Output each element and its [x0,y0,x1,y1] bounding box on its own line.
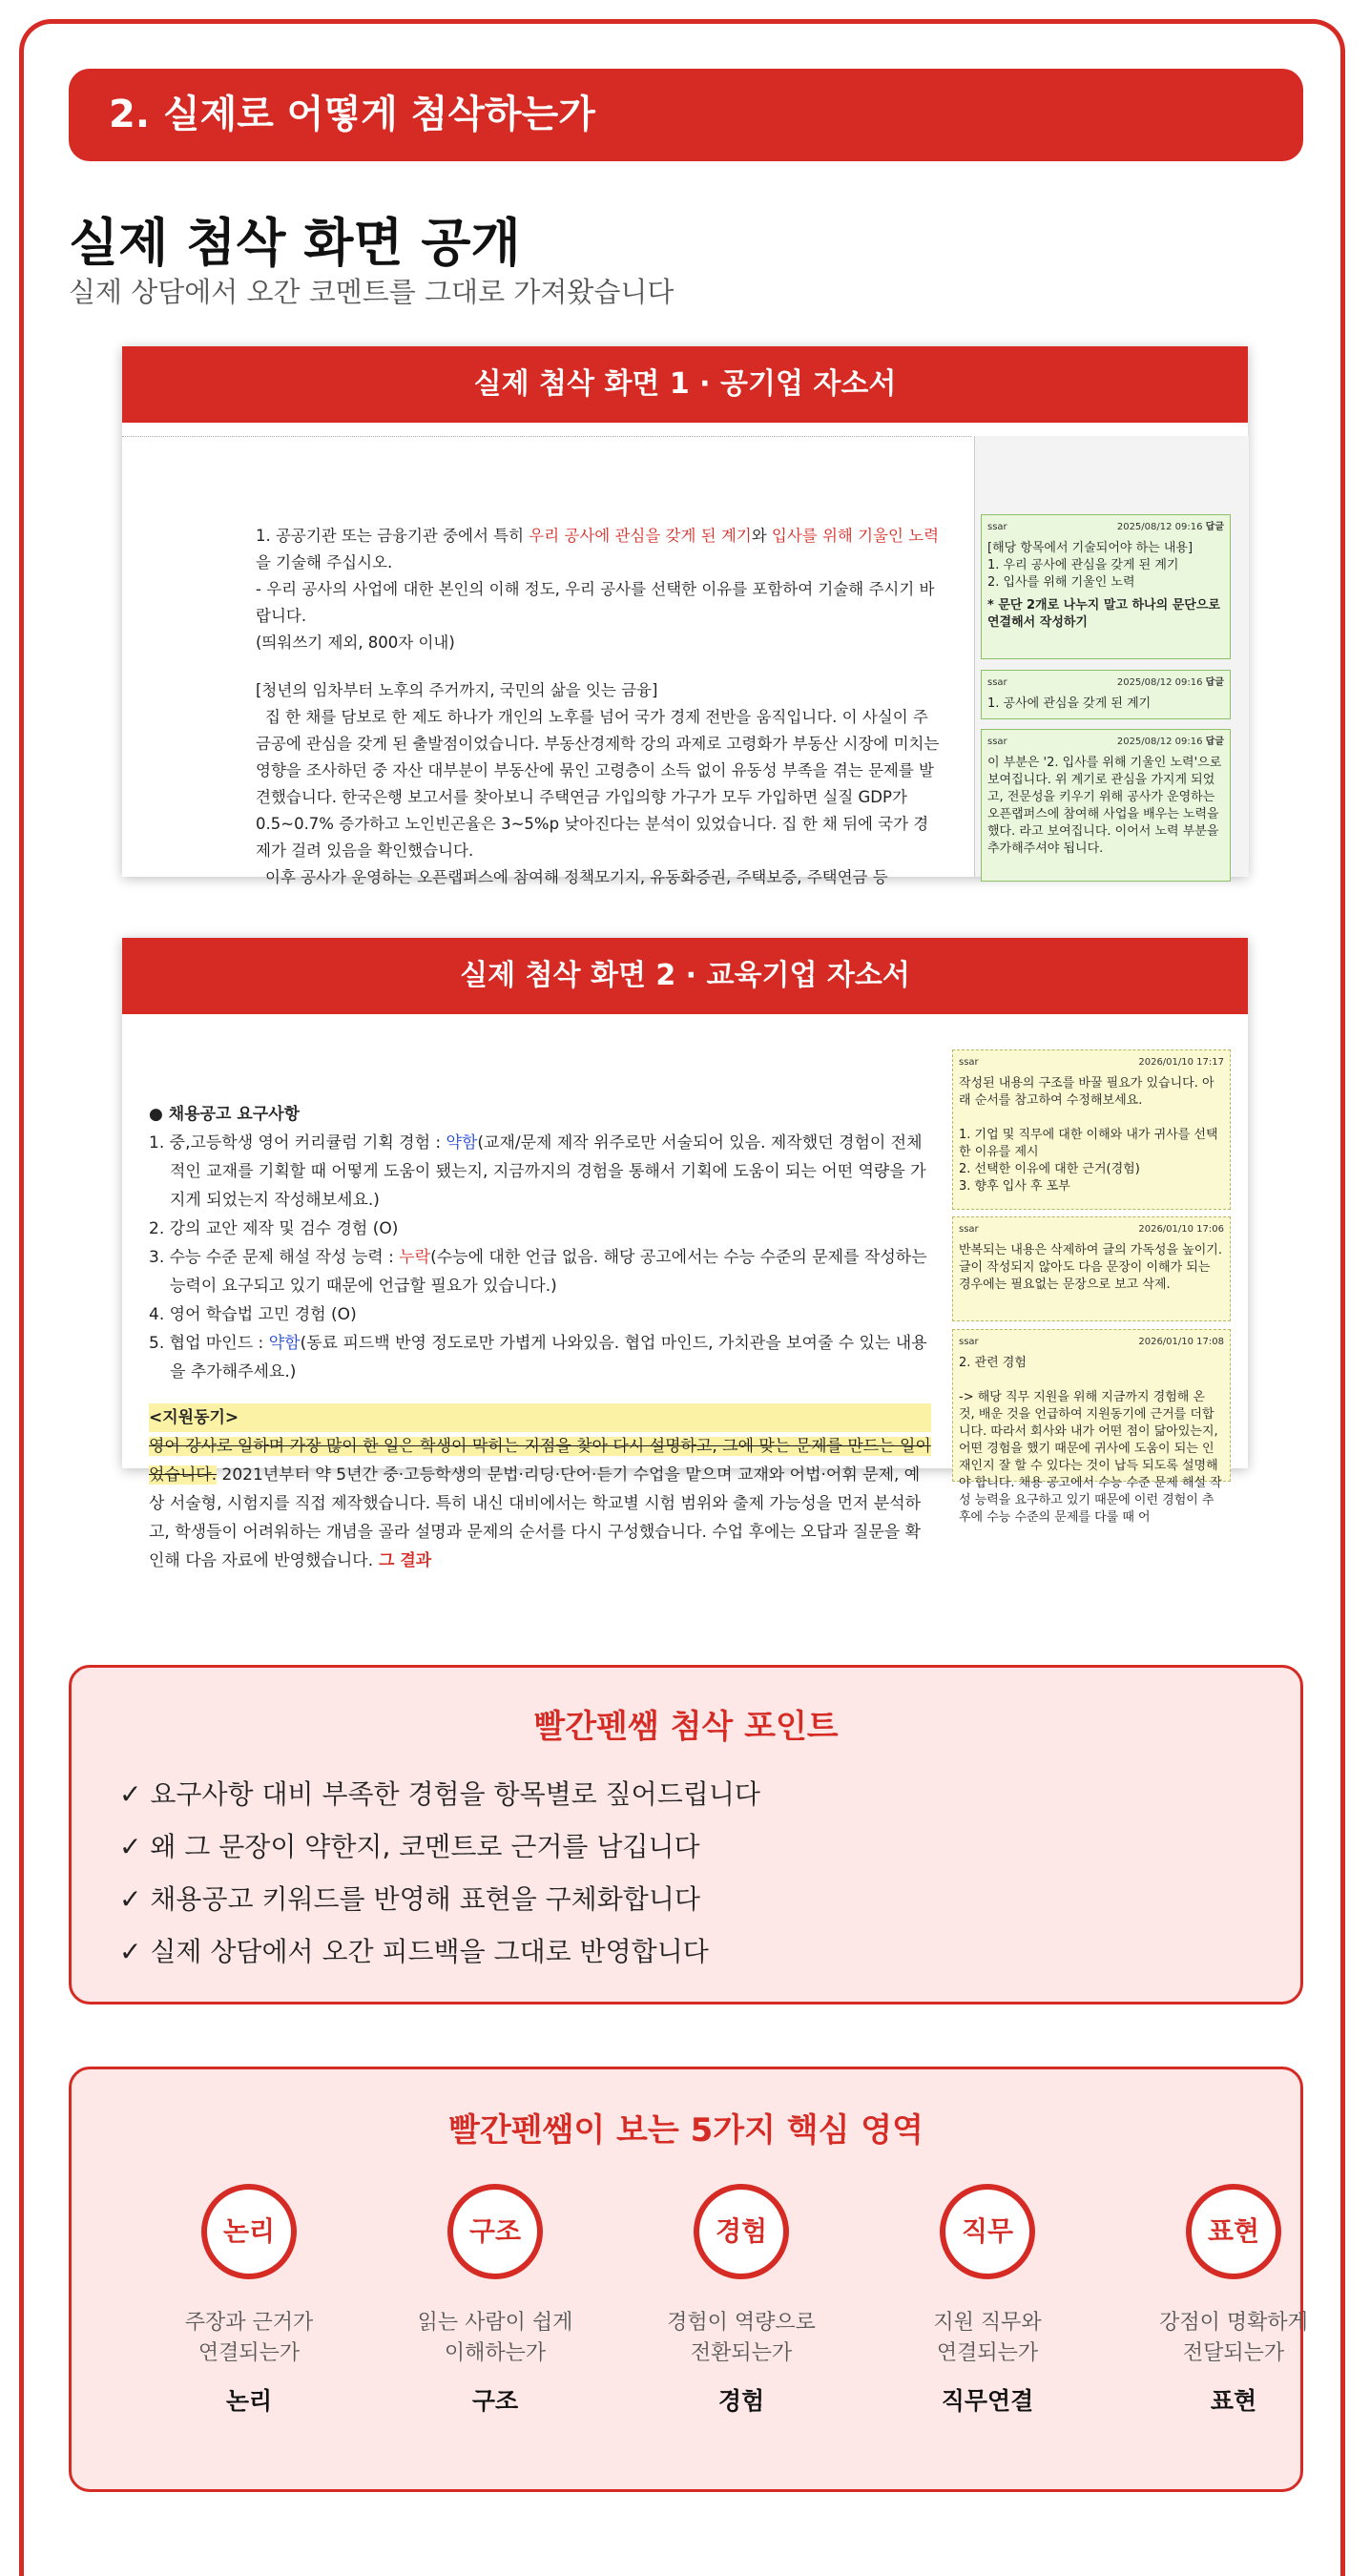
item-text: 강의 교안 제작 및 검수 경험 (O) [169,1219,399,1238]
core-areas-panel [69,2067,1308,2492]
bullet-icon: ● [149,1105,169,1124]
question-text: 을 기술해 주십시오. [256,553,393,571]
paragraph-cut: 이후 공사가 운영하는 오픈랩퍼스에 참여해 정책모기지, 유동화증권, 주택보증, 주택연금 등 [265,868,888,886]
motive-emphasis: 그 결과 [373,1551,432,1570]
question-text: 와 [751,527,772,545]
document-body-2 [149,1100,931,1575]
area-name: 구조 [471,2387,519,2415]
requirement-item [149,1129,931,1215]
requirements-heading [149,1100,931,1129]
comment-text: 작성된 내용의 구조를 바꿀 필요가 있습니다. 아래 순서를 참고하여 수정해보세요. 1. 기업 및 직무에 대한 이해와 내가 귀사를 선택한 이유를 제시 2. 선택한 이유에 대한 근거(경험) 3. 향후 입사 후 포부 [959,1076,1218,1194]
item-status-tag: 약함 [268,1334,301,1353]
requirement-item [149,1243,931,1300]
area-circle: 직무 [940,2184,1035,2279]
page-subtitle: 실제 상담에서 오간 코멘트를 그대로 가져왔습니다 [69,276,675,308]
review-screenshot-1 [122,346,1248,886]
question-text: 1. 공공기관 또는 금융기관 중에서 특히 [256,527,529,545]
area-description: 읽는 사람이 쉽게 이해하는가 [417,2311,573,2365]
comment-box [981,729,1231,882]
document-ruler [122,423,971,437]
points-list [119,1768,760,1978]
area-name: 논리 [225,2387,273,2415]
motive-title: <지원동기> [149,1403,931,1432]
review-points-panel [69,1665,1303,2005]
comment-text: 반복되는 내용은 삭제하여 글의 가독성을 높이기. 글이 작성되지 않아도 다음 문장이 이해가 되는 경우에는 필요없는 문장으로 보고 삭제. [959,1243,1222,1292]
item-status-tag: 약함 [446,1133,478,1153]
requirement-item [149,1300,931,1329]
area-name: 직무연결 [941,2387,1034,2415]
question-highlight: 우리 공사에 관심을 갖게 된 계기 [529,527,752,545]
comment-author: ssar [959,1057,979,1068]
area-circle: 경험 [694,2184,789,2279]
comment-reply-tag: 답글 [1205,677,1224,688]
comment-date: 2026/01/10 17:17 [1138,1057,1224,1068]
comment-pane-1 [974,436,1249,877]
comment-date: 2026/01/10 17:08 [1138,1337,1224,1347]
area-name: 표현 [1210,2387,1257,2415]
area-circle: 논리 [201,2184,297,2279]
point-item: ✓ 요구사항 대비 부족한 경험을 항목별로 짚어드립니다 [119,1778,760,1810]
paragraph-body: 집 한 채를 담보로 한 제도 하나가 개인의 노후를 넘어 국가 경제 전반을 움직입니다. 이 사실이 주금공에 관심을 갖게 된 출발점이었습니다. 부동산경제학 강의 과제로 고령화가 부동산 시장에 미치는 영향을 조사하던 중 자산 대부분이 부동산에 묶인 고령층이 소득 없이 유동성 부족을 겪는 문제를 발견했습니다. 한국은행 보고서를 찾아보니 주택연금 가입의향 가구가 모두 가입하면 실질 GDP가 0.5~0.7% 증가하고 노인빈곤율은 3~5%p 낮아진다는 분석이 있었습니다. 집 한 채 뒤에 국가 경제가 걸려 있음을 확인했습니다. [256,708,940,860]
comment-box [981,514,1231,659]
item-text: 중,고등학생 영어 커리큘럼 기획 경험 : [169,1133,446,1153]
area-description: 강점이 명확하게 전달되는가 [1159,2311,1308,2365]
requirement-item [149,1215,931,1243]
question-line [256,523,943,576]
area-circle: 표현 [1186,2184,1281,2279]
area-circle: 구조 [447,2184,543,2279]
comment-reply-tag: 답글 [1205,737,1224,747]
comment-date: 2025/08/12 09:16 [1116,522,1203,532]
question-detail: - 우리 공사의 사업에 대한 본인의 이해 정도, 우리 공사를 선택한 이유를 포함하여 기술해 주시기 바랍니다. [256,580,935,625]
comment-author: ssar [987,522,1007,532]
comment-text: [해당 항목에서 기술되어야 하는 내용] 1. 우리 공사에 관심을 갖게 된 계기 2. 입사를 위해 기울인 노력 [987,541,1194,590]
point-item: ✓ 채용공고 키워드를 반영해 표현을 구체화합니다 [119,1883,700,1915]
comment-box [952,1216,1231,1321]
requirement-item [149,1329,931,1386]
item-feedback: (교재/문제 제작 위주로만 서술되어 있음. 제작했던 경험이 전체적인 교재를 기획할 때 어떻게 도움이 됐는지, 지금까지의 경험을 통해서 기획에 도움이 되는 어떤 역량을 가지게 되었는지 작성해보세요.) [170,1133,926,1210]
comment-date: 2026/01/10 17:06 [1138,1224,1224,1235]
item-status-tag: 누락 [399,1248,431,1267]
comment-reply-tag: 답글 [1205,522,1224,532]
comment-author: ssar [987,677,1007,688]
item-feedback: (수능에 대한 언급 없음. 해당 공고에서는 수능 수준의 문제를 작성하는 능력이 요구되고 있기 때문에 언급할 필요가 있습니다.) [170,1248,927,1296]
item-number: 3. [149,1248,165,1267]
comment-author: ssar [987,737,1007,747]
comment-date: 2025/08/12 09:16 [1116,677,1203,688]
motive-text: 2021년부터 약 5년간 중·고등학생의 문법·리딩·단어·듣기 수업을 맡으며 교재와 어법·어휘 문제, 예상 서술형, 시험지를 직접 제작했습니다. 특히 내신 대비에서는 학교별 시험 범위와 출제 가능성을 먼저 분석하고, 학생들이 어려워하는 개념을 골라 설명과 문제의 순서를 다시 구성했습니다. 수업 후에는 오답과 질문을 확인해 다음 자료에 반영했습니다. [149,1465,922,1570]
paragraph-title: [청년의 임차부터 노후의 주거까지, 국민의 삶을 잇는 금융] [256,681,658,699]
item-text: 수능 수준 문제 해설 작성 능력 : [169,1248,400,1267]
comment-box [981,670,1231,719]
comment-text: 2. 관련 경험 -> 해당 직무 지원을 위해 지금까지 경험해 온 것, 배운 것을 언급하여 지원동기에 근거를 더합니다. 따라서 회사와 내가 어떤 점이 닮아있는지, 어떤 경험을 했기 때문에 귀사에 도움이 되는 인재인지 잘 할 수 있다는 것이 납득 되도록 설명해야 합니다. 채용 공고에서 수능 수준 문제 해설 작성 능력을 요구하고 있기 때문에 이런 경험이 추후에 수능 수준의 문제를 다룰 때 어 [959,1356,1222,1525]
area-structure [371,2184,619,2417]
item-number: 2. [149,1219,165,1238]
question-limit: (띄워쓰기 제외, 800자 이내) [256,634,455,652]
section-header: 2. 실제로 어떻게 첨삭하는가 [69,69,1303,161]
document-body-1 [256,523,943,891]
areas-title: 빨간펜쌤이 보는 5가지 핵심 영역 [448,2111,924,2150]
point-item: ✓ 왜 그 문장이 약한지, 코멘트로 근거를 남깁니다 [119,1831,700,1862]
requirements-title: 채용공고 요구사항 [168,1105,301,1124]
area-job-fit [863,2184,1111,2417]
comment-box [952,1049,1231,1210]
comment-author: ssar [959,1337,979,1347]
area-logic [125,2184,373,2417]
item-text: 영어 학습법 고민 경험 (O) [169,1305,357,1324]
comment-emphasis: * 문단 2개로 나누지 말고 하나의 문단으로 연결해서 작성하기 [987,598,1220,630]
screenshot-1-title: 실제 첨삭 화면 1 · 공기업 자소서 [122,346,1248,423]
item-number: 1. [149,1133,165,1153]
review-screenshot-2 [122,938,1248,1570]
deleted-text: 영어 강사로 일하며 가장 많이 한 일은 학생이 막히는 지점을 찾아 다시 설명하고, 그에 맞는 문제를 만드는 일이었습니다. [149,1437,931,1485]
area-description: 지원 직무와 연결되는가 [933,2311,1042,2365]
motive-body [149,1432,931,1575]
area-expression [1110,2184,1358,2417]
comment-pane-2 [952,1014,1248,1525]
item-number: 4. [149,1305,165,1324]
point-item: ✓ 실제 상담에서 오간 피드백을 그대로 반영합니다 [119,1936,709,1967]
area-description: 주장과 근거가 연결되는가 [184,2311,314,2365]
question-highlight: 입사를 위해 기울인 노력 [771,527,940,545]
comment-date: 2025/08/12 09:16 [1116,737,1203,747]
area-name: 경험 [717,2387,765,2415]
screenshot-2-title: 실제 첨삭 화면 2 · 교육기업 자소서 [122,938,1248,1014]
item-feedback: (동료 피드백 반영 정도로만 가볍게 나와있음. 협업 마인드, 가치관을 보여줄 수 있는 내용을 추가해주세요.) [170,1334,927,1381]
area-description: 경험이 역량으로 전환되는가 [667,2311,816,2365]
comment-text: 이 부분은 '2. 입사를 위해 기울인 노력'으로 보여집니다. 위 계기로 관심을 가지게 되었고, 전문성을 키우기 위해 공사가 운영하는 오픈랩퍼스에 참여해 사업을 배우는 노력을 했다. 라고 보여집니다. 이어서 노력 부분을 추가해주셔야 됩니다. [987,756,1222,856]
area-experience [617,2184,865,2417]
comment-text: 1. 공사에 관심을 갖게 된 계기 [987,696,1152,711]
comment-author: ssar [959,1224,979,1235]
comment-box [952,1329,1231,1525]
points-title: 빨간펜쌤 첨삭 포인트 [533,1708,839,1746]
page-title: 실제 첨삭 화면 공개 [69,212,521,273]
requirements-list [149,1129,931,1386]
item-number: 5. [149,1334,165,1353]
item-text: 협업 마인드 : [169,1334,269,1353]
